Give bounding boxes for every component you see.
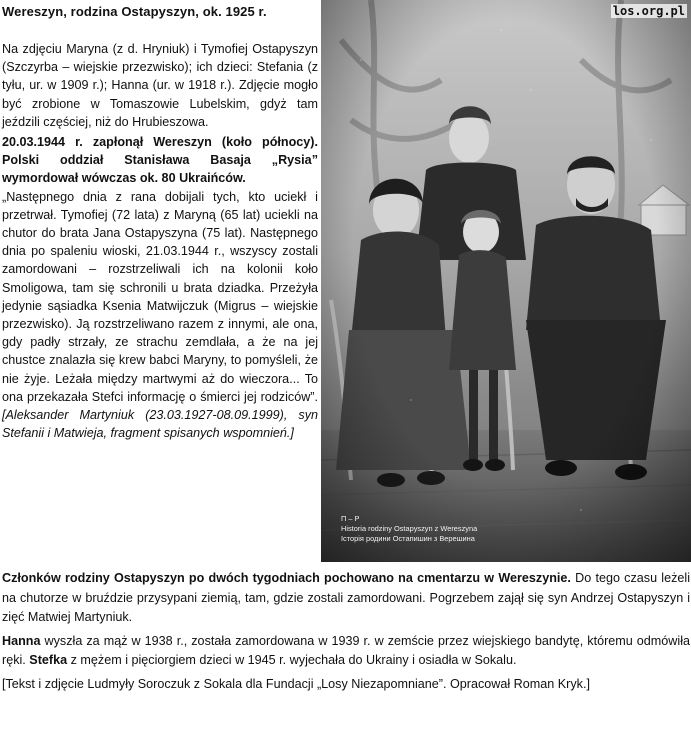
event-paragraph: 20.03.1944 r. zapłonął Wereszyn (koło północy). Polski oddział Stanisława Basaja „Rysia” wymordował wówczas ok. 80 Ukraińców. (2, 135, 318, 186)
photo-credit (341, 514, 477, 544)
quote-paragraph (2, 188, 318, 443)
document-title: Wereszyn, rodzina Ostapyszyn, ok. 1925 r. (2, 4, 267, 19)
burial-bold: Członków rodziny Ostapyszyn po dwóch tygodniach pochowano na cmentarzu w Wereszynie. (2, 571, 571, 585)
children-paragraph (2, 632, 690, 671)
quote-source: [Aleksander Martyniuk (23.03.1927-08.09.1999), syn Stefanii i Matwieja, fragment spisanych wspomnień.] (2, 408, 318, 441)
family-photograph (321, 0, 691, 562)
hanna-name: Hanna (2, 633, 41, 648)
intro-paragraph: Na zdjęciu Maryna (z d. Hryniuk) i Tymofiej Ostapyszyn (Szczyrba – wiejskie przezwisko); ich dzieci: Stefania (z tyłu, ur. w 1909 r.); Hanna (ur. w 1918 r.). Zdjęcie mogło być zrobione w Tomaszowie Lubelskim, gdyż tam jeździli częściej, niż do Hrubieszowa. (2, 42, 318, 129)
stefka-name: Stefka (29, 653, 68, 667)
stefka-text: z mężem i pięciorgiem dzieci w 1945 r. wyjechała do Ukrainy i osiadła w Sokalu. (67, 653, 517, 667)
photo-image (321, 0, 691, 562)
site-watermark: los.org.pl (612, 4, 685, 18)
quote-text: „Następnego dnia z rana dobijali tych, kto uciekł i przetrwał. Tymofiej (72 lata) z Maryną (65 lat) uciekli na chutor do brata Jana Ostapyszyna (75 lat). Następnego dnia po spaleniu wioski, 21.03.1944 r., wszyscy zostali zamordowani – rozstrzeliwali ich na kolonii koło Smoligowa, tam się schronili u brata dziadka. Przeżyła jedynie sąsiadka Ksenia Matwijczuk (Migrus – wiejskie przezwisko). Ją rozstrzeliwano razem z innymi, ale ona, gdy padły strzały, ze strachu zemdlała, a że na jej chustce znalazła się krew babci Maryny, to pomyśleli, że nie żyje. Leżała między martwymi aż do wieczora... To ona przekazała Stefci informację o śmierci jej rodziców”. (2, 189, 318, 404)
burial-paragraph (2, 569, 690, 628)
photo-credit-line3: Історія родини Остапишин з Верешина (341, 534, 475, 543)
footer-credit: [Tekst i zdjęcie Ludmyły Soroczuk z Sokala dla Fundacji „Losy Niezapomniane”. Opracował Roman Kryk.] (2, 676, 590, 691)
burial-text: Do tego czasu leżeli na chutorze w bruździe przysypani ziemią, tam, gdzie zostali zamordowani. Pogrzebem zajął się syn Andrzej Ostapyszyn i zięć Matwiej Martyniuk. (2, 571, 690, 624)
hanna-text: wyszła za mąż w 1938 r., została zamordowana w 1939 r. w zemście przez wiejskiego bandytę, któremu odmówiła ręki. (2, 633, 690, 667)
photo-credit-line2: Historia rodziny Ostapyszyn z Wereszyna (341, 524, 478, 533)
bottom-text (2, 569, 690, 698)
photo-credit-line1: П – Р (341, 514, 360, 523)
left-text-column (2, 40, 318, 442)
